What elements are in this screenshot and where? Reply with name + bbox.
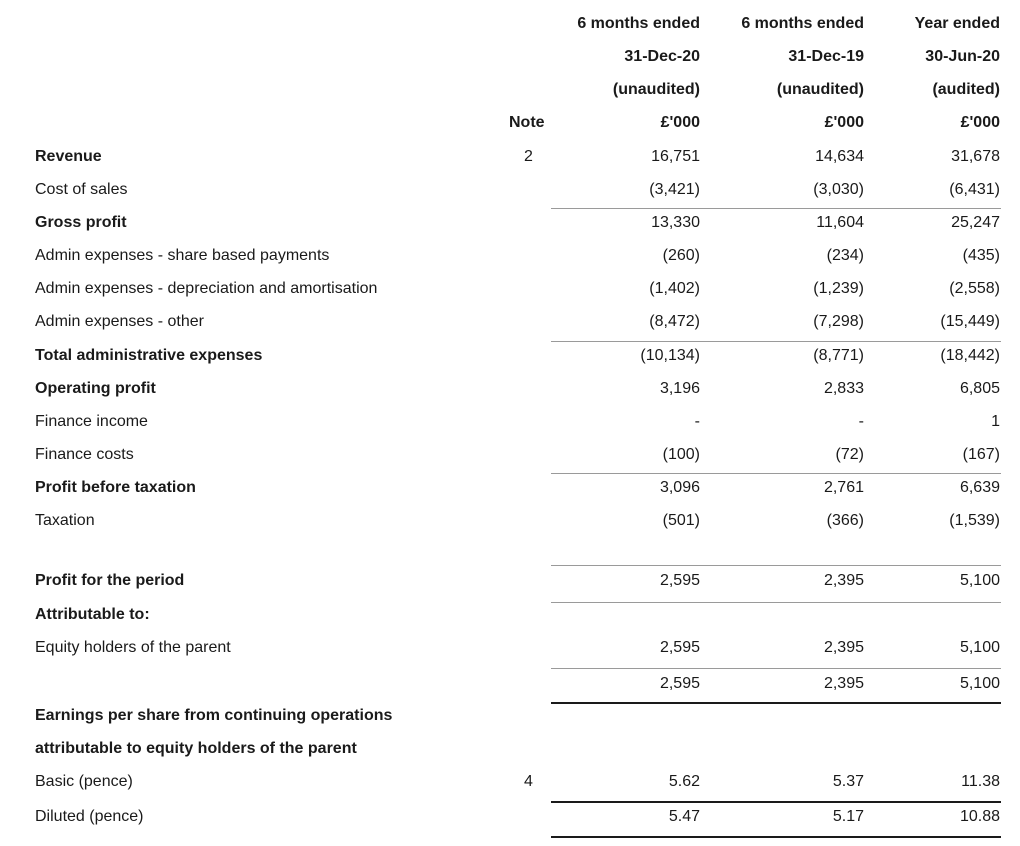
value-col2: 11,604 xyxy=(816,214,864,231)
value-col1: 2,595 xyxy=(659,572,700,589)
col2-header-unit: £'000 xyxy=(824,114,864,131)
row-note: 4 xyxy=(524,773,533,790)
double-rule xyxy=(551,836,1001,838)
value-col2: (1,239) xyxy=(813,280,864,297)
col3-header-line2: 30-Jun-20 xyxy=(925,48,1000,65)
col3-header-unit: £'000 xyxy=(960,114,1000,131)
value-col3: 25,247 xyxy=(951,214,1000,231)
table-row xyxy=(0,605,1020,638)
value-col2: 2,395 xyxy=(823,639,864,656)
value-col1: - xyxy=(694,413,700,430)
row-label: Attributable to: xyxy=(35,606,150,623)
table-row xyxy=(0,412,1020,445)
table-row xyxy=(0,511,1020,544)
value-col1: 5.62 xyxy=(668,773,700,790)
col2-header-line2: 31-Dec-19 xyxy=(788,48,864,65)
note-column-header: Note xyxy=(509,114,545,131)
table-row xyxy=(0,246,1020,279)
value-col3: (435) xyxy=(962,247,1000,264)
divider xyxy=(551,208,1001,209)
value-col1: 3,096 xyxy=(659,479,700,496)
row-note: 2 xyxy=(524,148,533,165)
value-col2: - xyxy=(858,413,864,430)
table-row xyxy=(0,638,1020,671)
col1-header-line1: 6 months ended xyxy=(577,15,700,32)
value-col1: (10,134) xyxy=(640,347,700,364)
value-col2: 2,833 xyxy=(823,380,864,397)
value-col2: 2,395 xyxy=(823,572,864,589)
value-col1: 2,595 xyxy=(659,675,700,692)
table-row xyxy=(0,147,1020,180)
value-col3: 5,100 xyxy=(959,639,1000,656)
value-col3: 11.38 xyxy=(961,773,1000,790)
value-col3: 6,805 xyxy=(959,380,1000,397)
value-col1: (8,472) xyxy=(649,313,700,330)
value-col1: 13,330 xyxy=(651,214,700,231)
value-col3: (15,449) xyxy=(940,313,1000,330)
row-label: Revenue xyxy=(35,148,102,165)
value-col1: 16,751 xyxy=(651,148,700,165)
value-col2: (234) xyxy=(826,247,864,264)
col1-header-unit: £'000 xyxy=(660,114,700,131)
value-col2: (366) xyxy=(826,512,864,529)
row-label: attributable to equity holders of the parent xyxy=(35,740,357,757)
divider xyxy=(551,668,1001,669)
table-row xyxy=(0,706,1020,739)
row-label: Operating profit xyxy=(35,380,156,397)
value-col2: 5.17 xyxy=(832,808,864,825)
col1-header-line2: 31-Dec-20 xyxy=(624,48,700,65)
row-label: Finance costs xyxy=(35,446,134,463)
row-label: Taxation xyxy=(35,512,95,529)
table-row xyxy=(0,478,1020,511)
value-col3: (167) xyxy=(962,446,1000,463)
value-col3: (6,431) xyxy=(949,181,1000,198)
row-label: Cost of sales xyxy=(35,181,128,198)
row-label: Profit for the period xyxy=(35,572,185,589)
divider xyxy=(551,602,1001,603)
value-col1: (260) xyxy=(662,247,700,264)
table-row xyxy=(0,379,1020,412)
value-col1: 5.47 xyxy=(668,808,700,825)
value-col2: 2,395 xyxy=(823,675,864,692)
divider xyxy=(551,565,1001,566)
col2-header-line1: 6 months ended xyxy=(741,15,864,32)
value-col2: 14,634 xyxy=(815,148,864,165)
value-col3: 1 xyxy=(991,413,1000,430)
value-col3: (18,442) xyxy=(940,347,1000,364)
col2-header-line3: (unaudited) xyxy=(776,81,864,98)
double-rule xyxy=(551,702,1001,704)
value-col1: 3,196 xyxy=(659,380,700,397)
col3-header-line3: (audited) xyxy=(932,81,1000,98)
row-label: Admin expenses - share based payments xyxy=(35,247,330,264)
row-label: Gross profit xyxy=(35,214,127,231)
divider xyxy=(551,341,1001,342)
value-col3: (2,558) xyxy=(949,280,1000,297)
value-col2: (72) xyxy=(835,446,864,463)
table-row xyxy=(0,571,1020,604)
table-row xyxy=(0,739,1020,772)
divider xyxy=(551,473,1001,474)
value-col2: (8,771) xyxy=(813,347,864,364)
double-rule xyxy=(551,801,1001,803)
value-col1: (3,421) xyxy=(649,181,700,198)
table-row xyxy=(0,213,1020,246)
value-col3: 31,678 xyxy=(951,148,1000,165)
row-label: Total administrative expenses xyxy=(35,347,263,364)
value-col1: 2,595 xyxy=(659,639,700,656)
value-col2: 5.37 xyxy=(832,773,864,790)
value-col3: (1,539) xyxy=(949,512,1000,529)
col3-header-line1: Year ended xyxy=(914,15,1000,32)
value-col3: 10.88 xyxy=(959,808,1000,825)
value-col2: (7,298) xyxy=(813,313,864,330)
value-col1: (1,402) xyxy=(649,280,700,297)
value-col3: 6,639 xyxy=(959,479,1000,496)
row-label: Basic (pence) xyxy=(35,773,133,790)
value-col2: 2,761 xyxy=(823,479,864,496)
table-row xyxy=(0,279,1020,312)
row-label: Admin expenses - other xyxy=(35,313,204,330)
table-row xyxy=(0,346,1020,379)
value-col1: (100) xyxy=(662,446,700,463)
row-label: Profit before taxation xyxy=(35,479,196,496)
row-label: Equity holders of the parent xyxy=(35,639,231,656)
row-label: Admin expenses - depreciation and amortisation xyxy=(35,280,378,297)
value-col2: (3,030) xyxy=(813,181,864,198)
value-col1: (501) xyxy=(662,512,700,529)
col1-header-line3: (unaudited) xyxy=(612,81,700,98)
row-label: Diluted (pence) xyxy=(35,808,144,825)
value-col3: 5,100 xyxy=(959,572,1000,589)
row-label: Finance income xyxy=(35,413,148,430)
value-col3: 5,100 xyxy=(959,675,1000,692)
row-label: Earnings per share from continuing operations xyxy=(35,707,393,724)
